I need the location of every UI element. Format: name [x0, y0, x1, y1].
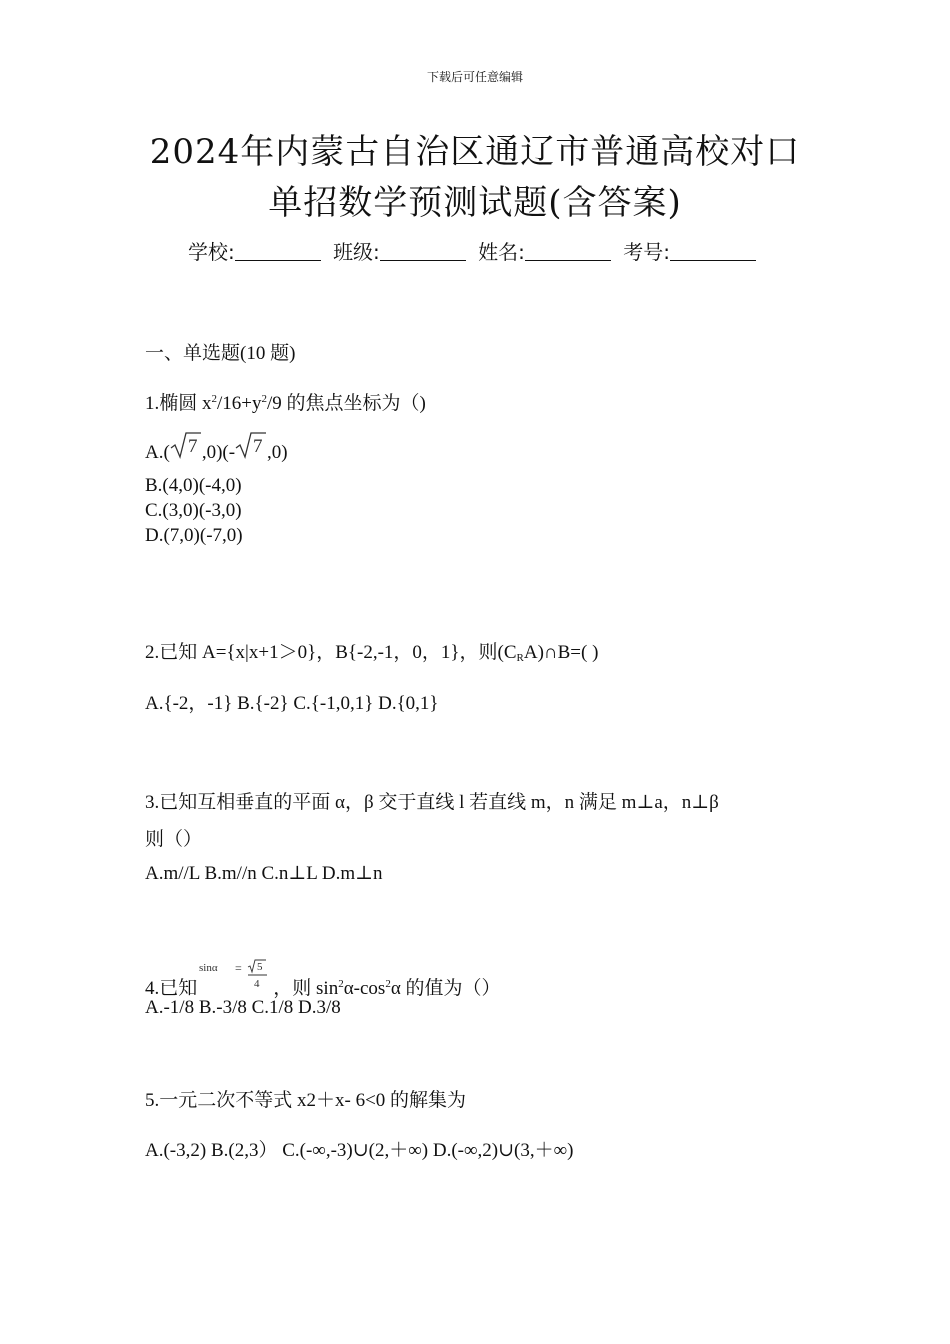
question-1-option-c: C.(3,0)(-3,0): [145, 500, 242, 521]
question-5-stem: 5.一元二次不等式 x2＋x- 6<0 的解集为: [145, 1090, 467, 1111]
school-label: 学校:: [187, 240, 235, 264]
question-1-option-a: A.( 7 ,0)(- 7 ,0): [145, 430, 288, 466]
question-3-stem-cont: 则（）: [145, 829, 203, 850]
download-note: 下载后可任意编辑: [426, 70, 523, 84]
class-blank: [380, 242, 466, 261]
question-5-options: A.(-3,2) B.(2,3） C.(-∞,-3)∪(2,＋∞) D.(-∞,2)∪(3,＋∞): [145, 1140, 574, 1161]
question-1-option-d: D.(7,0)(-7,0): [145, 525, 243, 546]
section-heading: 一、单选题(10 题): [145, 343, 296, 364]
page-title-line2: 单招数学预测试题(含答案): [268, 183, 682, 223]
svg-text:5: 5: [257, 961, 263, 973]
question-4-stem: 4.已知 sinα = 5 4 ，则 $\sin^2\alpha-\cos^2\alpha$ 的值为（）: [145, 958, 501, 1000]
sqrt-symbol: [170, 430, 202, 466]
question-2-options: A.{-2，-1} B.{-2} C.{-1,0,1} D.{0,1}: [145, 693, 439, 714]
svg-text:sinα: sinα: [199, 962, 218, 974]
svg-text:7: 7: [187, 436, 198, 457]
question-3-stem: 3.已知互相垂直的平面 α，β 交于直线 l 若直线 m，n 满足 m⊥a，n⊥β: [145, 792, 719, 813]
page-title-line1: 2024年内蒙古自治区通辽市普通高校对口: [149, 132, 801, 172]
name-blank: [525, 242, 611, 261]
class-label: 班级:: [333, 240, 380, 264]
name-label: 姓名:: [478, 240, 525, 264]
school-blank: [235, 242, 321, 261]
number-label: 考号:: [623, 240, 671, 264]
svg-text:4: 4: [254, 978, 260, 990]
number-blank: [670, 242, 756, 261]
question-4-options: A.-1/8 B.-3/8 C.1/8 D.3/8: [145, 997, 341, 1018]
question-3-options: A.m//L B.m//n C.n⊥L D.m⊥n: [145, 863, 383, 884]
svg-text:7: 7: [253, 436, 263, 457]
question-2-stem: 2.已知 A={x|x+1＞0}，B{-2,-1，0，1}，则$(C_RA)\cap B=$( ): [145, 642, 599, 664]
question-1-option-b: B.(4,0)(-4,0): [145, 475, 242, 496]
sqrt-symbol: [235, 430, 267, 466]
student-info-fields: [0, 236, 950, 265]
svg-text:=: =: [235, 961, 243, 975]
question-1-stem: 1.椭圆 $x^2/16+y^2/9$ 的焦点坐标为（): [145, 393, 426, 414]
sin-fraction-image: [197, 958, 273, 996]
